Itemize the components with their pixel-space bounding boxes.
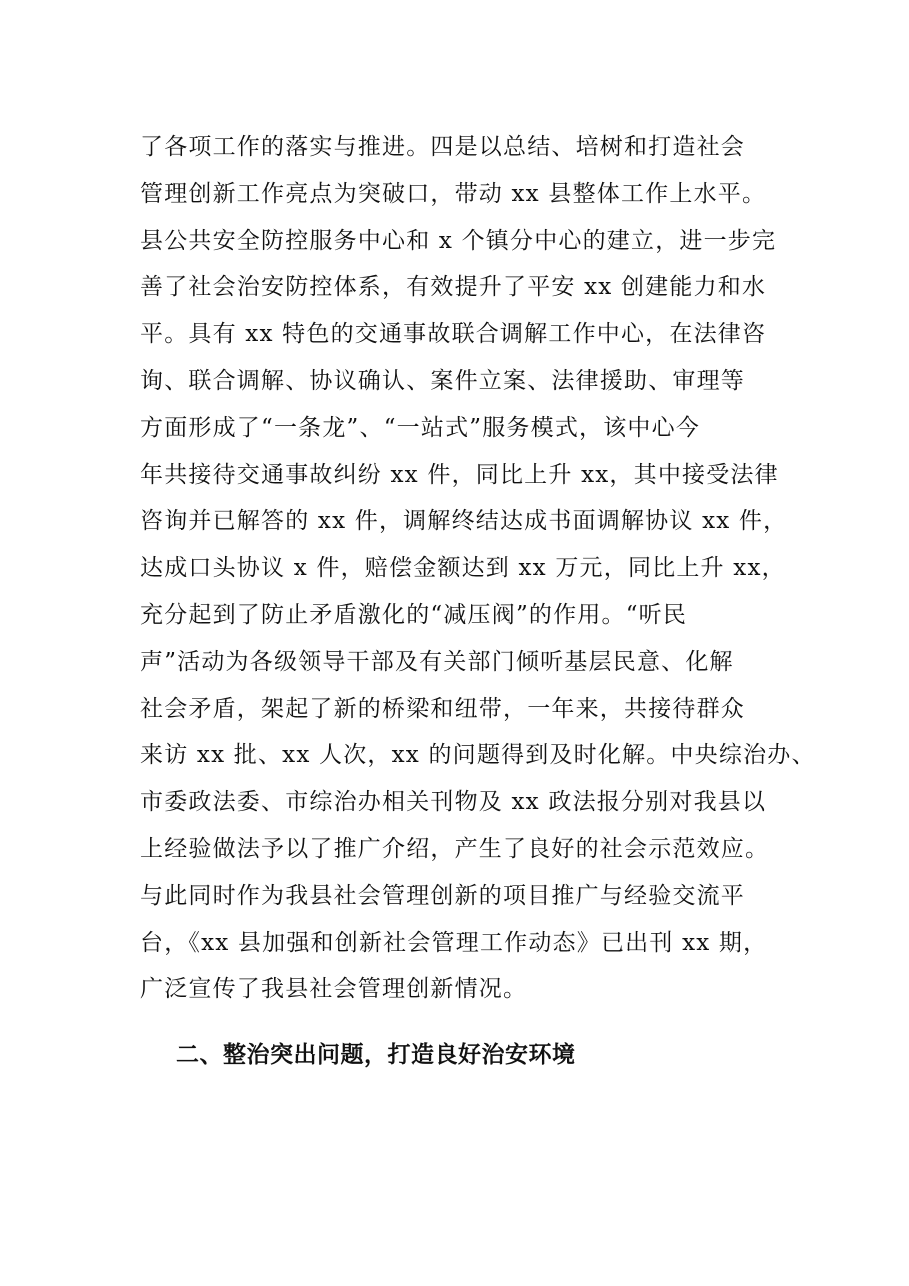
text-line: 年共接待交通事故纠纷 xx 件，同比上升 xx，其中接受法律 [140, 461, 779, 488]
text-line: 上经验做法予以了推广介绍，产生了良好的社会示范效应。 [140, 835, 770, 862]
text-line: 平。具有 xx 特色的交通事故联合调解工作中心，在法律咨 [140, 321, 767, 348]
body-paragraph [140, 124, 816, 1013]
text-line: 与此同时作为我县社会管理创新的项目推广与经验交流平 [140, 882, 745, 909]
text-line: 县公共安全防控服务中心和 x 个镇分中心的建立，进一步完 [140, 227, 777, 254]
text-line: 市委政法委、市综治办相关刊物及 xx 政法报分别对我县以 [140, 789, 767, 816]
text-line: 询、联合调解、协议确认、案件立案、法律援助、审理等 [140, 367, 745, 394]
text-line: 管理创新工作亮点为突破口，带动 xx 县整体工作上水平。 [140, 180, 767, 207]
section-heading: 二、整治突出问题，打造良好治安环境 [176, 1042, 576, 1068]
text-line: 台，《xx 县加强和创新社会管理工作动态》已出刊 xx 期， [140, 929, 768, 956]
text-line: 了各项工作的落实与推进。四是以总结、培树和打造社会 [140, 134, 745, 160]
text-line: 咨询并已解答的 xx 件，调解终结达成书面调解协议 xx 件， [140, 508, 788, 535]
text-line: 社会矛盾，架起了新的桥梁和纽带，一年来，共接待群众 [140, 695, 745, 722]
text-line: 达成口头协议 x 件，赔偿金额达到 xx 万元，同比上升 xx， [140, 555, 786, 582]
text-line: 广泛宣传了我县社会管理创新情况。 [140, 976, 528, 1003]
text-line: 善了社会治安防控体系，有效提升了平安 xx 创建能力和水 [140, 274, 767, 301]
text-line: 来访 xx 批、xx 人次，xx 的问题得到及时化解。中央综治办、 [140, 742, 816, 769]
text-line: 方面形成了“一条龙”、“一站式”服务模式，该中心今 [140, 414, 701, 441]
text-line: 充分起到了防止矛盾激化的“减压阀”的作用。“听民 [140, 601, 688, 628]
text-line: 声”活动为各级领导干部及有关部门倾听基层民意、化解 [140, 648, 734, 675]
